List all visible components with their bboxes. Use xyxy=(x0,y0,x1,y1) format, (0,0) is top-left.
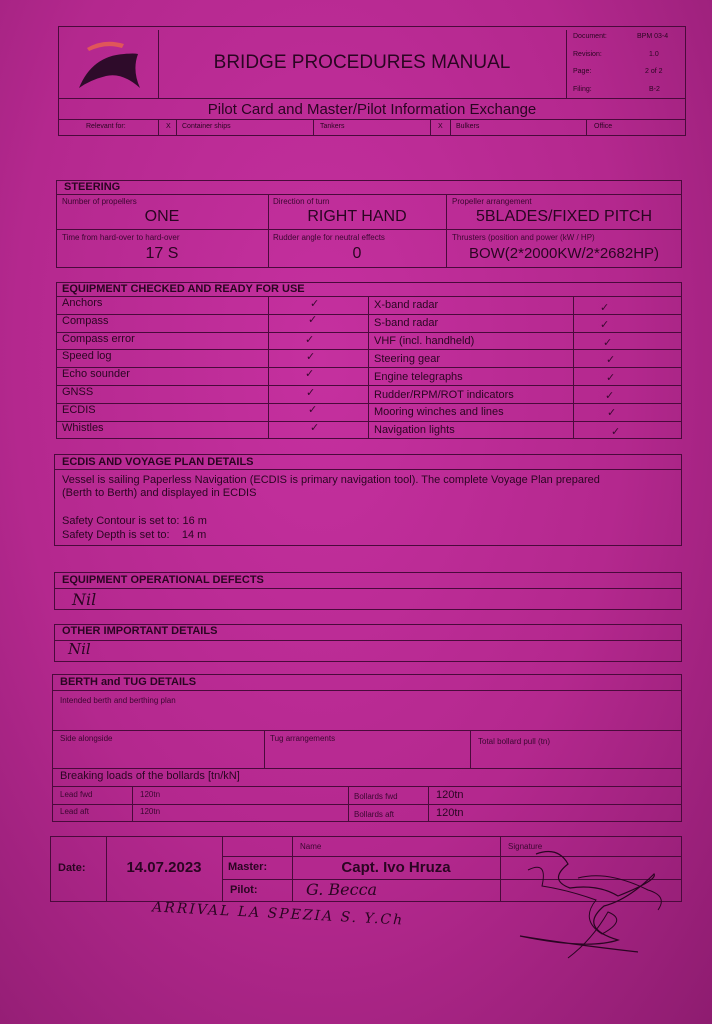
ecdis-title: ECDIS AND VOYAGE PLAN DETAILS xyxy=(62,456,254,468)
equip-compass: Compass xyxy=(62,315,109,327)
propellers-label: Number of propellers xyxy=(62,197,137,206)
relevant-for-row xyxy=(58,120,686,135)
doc-label: Document: xyxy=(573,33,607,40)
bulkers-mark: X xyxy=(438,123,443,130)
equip-whistles: Whistles xyxy=(62,422,104,434)
relevant-label: Relevant for: xyxy=(86,123,126,130)
lead-aft-value: 120tn xyxy=(140,807,161,816)
defects-title: EQUIPMENT OPERATIONAL DEFECTS xyxy=(62,574,264,586)
check-mark-icon: ✓ xyxy=(305,367,315,380)
signature-icon xyxy=(508,840,684,970)
page-label: Page: xyxy=(573,68,592,75)
thrusters-label: Thrusters (position and power (kW / HP) xyxy=(452,233,595,242)
page-value: 2 of 2 xyxy=(645,68,663,75)
filing-label: Filing: xyxy=(573,86,592,93)
bollard-pull-label: Total bollard pull (tn) xyxy=(478,737,551,746)
bulkers-label: Bulkers xyxy=(456,123,480,130)
equip-vhf: VHF (incl. handheld) xyxy=(374,335,475,347)
revision-label: Revision: xyxy=(573,51,602,58)
manual-title: BRIDGE PROCEDURES MANUAL xyxy=(213,52,511,73)
other-details-title: OTHER IMPORTANT DETAILS xyxy=(62,625,218,637)
check-mark-icon: ✓ xyxy=(310,421,320,434)
safety-depth: Safety Depth is set to: 14 m xyxy=(62,529,207,541)
side-alongside-label: Side alongside xyxy=(60,734,113,743)
pilot-name: G. Becca xyxy=(306,880,378,899)
office-label: Office xyxy=(594,123,613,130)
equip-gnss: GNSS xyxy=(62,386,94,398)
page-subtitle: Pilot Card and Master/Pilot Information Exchange xyxy=(207,101,537,118)
thrusters-value: BOW(2*2000KW/2*2682HP) xyxy=(468,245,660,262)
pilot-label: Pilot: xyxy=(230,884,258,896)
check-mark-icon: ✓ xyxy=(605,389,615,402)
date-label: Date: xyxy=(58,862,86,874)
equip-navigation-lights: Navigation lights xyxy=(374,424,455,436)
doc-value: BPM 03-4 xyxy=(637,33,669,40)
signature-header: Signature xyxy=(508,842,543,851)
logo xyxy=(62,30,159,98)
other-details-value: Nil xyxy=(68,640,91,658)
check-mark-icon: ✓ xyxy=(308,403,318,416)
ecdis-line-1: Vessel is sailing Paperless Navigation (ECDIS is primary navigation tool). The complete Voyage Plan prepared xyxy=(62,474,600,486)
equip-speed-log: Speed log xyxy=(62,350,112,362)
tankers-label: Tankers xyxy=(320,123,345,130)
lead-fwd-label: Lead fwd xyxy=(60,790,93,799)
tug-arrangements-label: Tug arrangements xyxy=(270,734,336,743)
master-name: Capt. Ivo Hruza xyxy=(341,859,451,876)
check-mark-icon: ✓ xyxy=(611,425,621,438)
check-mark-icon: ✓ xyxy=(607,406,617,419)
check-mark-icon: ✓ xyxy=(606,371,616,384)
logo-icon xyxy=(62,30,158,98)
propeller-arrangement-label: Propeller arrangement xyxy=(452,197,532,206)
equip-rudder-indicators: Rudder/RPM/ROT indicators xyxy=(374,389,514,401)
equip-anchors: Anchors xyxy=(62,297,103,309)
equip-compass-error: Compass error xyxy=(62,333,135,345)
rudder-angle-label: Rudder angle for neutral effects xyxy=(273,233,385,242)
doc-info-panel xyxy=(566,30,687,98)
equip-mooring-winches: Mooring winches and lines xyxy=(374,406,504,418)
master-label: Master: xyxy=(228,861,268,873)
hardover-time-label: Time from hard-over to hard-over xyxy=(62,233,180,242)
check-mark-icon: ✓ xyxy=(606,353,616,366)
bollards-fwd-label: Bollards fwd xyxy=(354,792,398,801)
turn-direction-label: Direction of turn xyxy=(273,197,330,206)
equip-engine-telegraphs: Engine telegraphs xyxy=(374,371,463,383)
propellers-value: ONE xyxy=(144,208,180,225)
check-mark-icon: ✓ xyxy=(600,318,610,331)
ecdis-line-2: (Berth to Berth) and displayed in ECDIS xyxy=(62,487,257,499)
equip-steering-gear: Steering gear xyxy=(374,353,441,365)
check-mark-icon: ✓ xyxy=(310,297,320,310)
berth-tug-title: BERTH and TUG DETAILS xyxy=(60,676,197,688)
container-mark: X xyxy=(166,123,171,130)
rudder-angle-value: 0 xyxy=(352,245,362,262)
revision-value: 1.0 xyxy=(649,51,659,58)
hardover-time-value: 17 S xyxy=(145,245,179,262)
equipment-title: EQUIPMENT CHECKED AND READY FOR USE xyxy=(62,283,305,295)
check-mark-icon: ✓ xyxy=(305,333,315,346)
defects-value: Nil xyxy=(72,590,97,609)
bollards-fwd-value: 120tn xyxy=(436,789,464,801)
turn-direction-value: RIGHT HAND xyxy=(307,208,407,225)
intended-berth-label: Intended berth and berthing plan xyxy=(60,696,176,705)
steering-title: STEERING xyxy=(64,181,121,193)
signature-scribble xyxy=(508,840,684,970)
equipment-section xyxy=(56,282,682,439)
check-mark-icon: ✓ xyxy=(306,386,316,399)
equip-ecdis: ECDIS xyxy=(62,404,96,416)
propeller-arrangement-value: 5BLADES/FIXED PITCH xyxy=(475,208,653,225)
filing-value: B-2 xyxy=(649,86,660,93)
equip-echo-sounder: Echo sounder xyxy=(62,368,130,380)
check-mark-icon: ✓ xyxy=(600,301,610,314)
name-header: Name xyxy=(300,842,322,851)
bollards-aft-label: Bollards aft xyxy=(354,810,395,819)
check-mark-icon: ✓ xyxy=(308,313,318,326)
safety-contour: Safety Contour is set to: 16 m xyxy=(62,515,207,527)
lead-aft-label: Lead aft xyxy=(60,807,89,816)
bollards-aft-value: 120tn xyxy=(436,807,464,819)
check-mark-icon: ✓ xyxy=(603,336,613,349)
equip-x-band-radar: X-band radar xyxy=(374,299,439,311)
breaking-loads-title: Breaking loads of the bollards [tn/kN] xyxy=(60,770,240,782)
date-value: 14.07.2023 xyxy=(126,859,202,876)
handwritten-arrival-note: ARRIVAL LA SPEZIA S. Y.Ch xyxy=(151,899,405,929)
container-label: Container ships xyxy=(182,123,231,130)
check-mark-icon: ✓ xyxy=(306,350,316,363)
lead-fwd-value: 120tn xyxy=(140,790,161,799)
equip-s-band-radar: S-band radar xyxy=(374,317,439,329)
